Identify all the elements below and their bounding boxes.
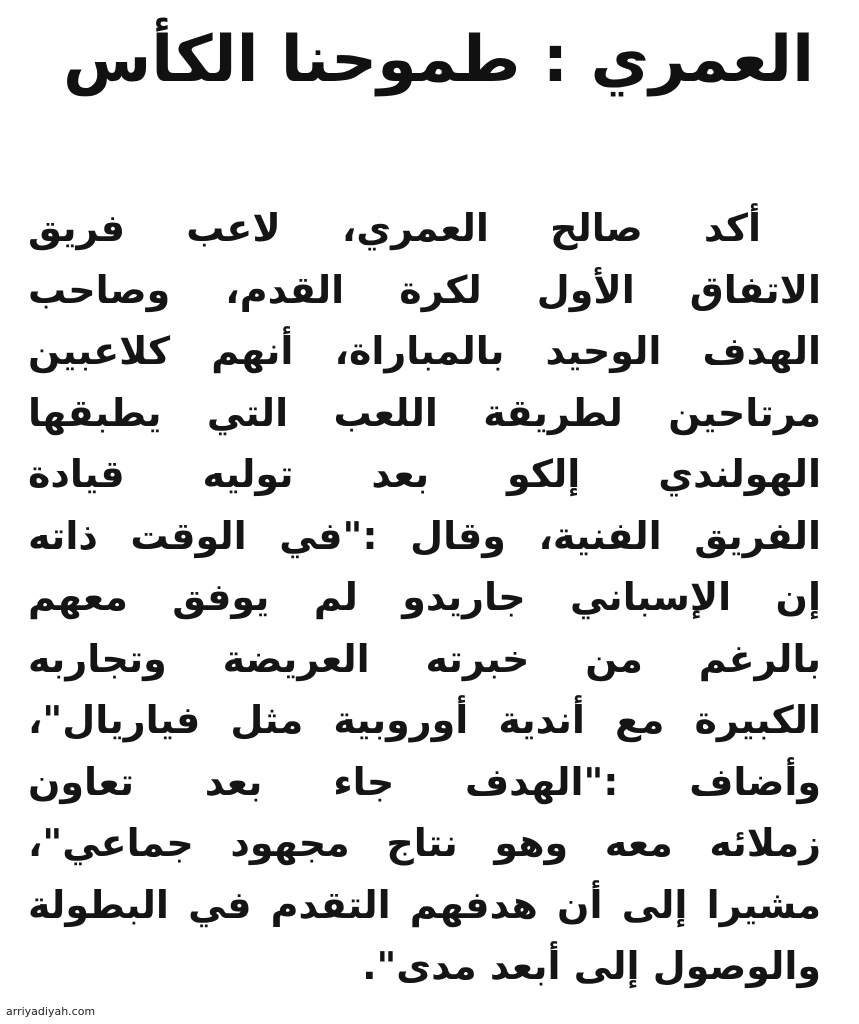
article-line: زملائه معه وهو نتاج مجهود جماعي"، [28, 821, 821, 865]
article-line: الهولندي إلكو بعد توليه قيادة [28, 452, 821, 496]
article-line: بالرغم من خبرته العريضة وتجاربه [28, 636, 821, 681]
article-line: أكد صالح العمري، لاعب فريق [28, 206, 761, 250]
article-line: الفريق الفنية، وقال :"في الوقت ذاته [28, 513, 821, 558]
article-line: إن الإسباني جاريدو لم يوفق معهم [28, 575, 821, 619]
article-line: الاتفاق الأول لكرة القدم، وصاحب [28, 267, 821, 312]
article-line: وأضاف :"الهدف جاء بعد تعاون [28, 759, 821, 804]
article-line: الهدف الوحيد بالمباراة، أنهم كلاعبين [28, 329, 821, 373]
article-line: والوصول إلى أبعد مدى". [362, 944, 821, 988]
source-watermark: arriyadiyah.com [6, 1005, 96, 1018]
article-body [28, 198, 821, 998]
article-line: مرتاحين لطريقة اللعب التي يطبقها [28, 390, 821, 435]
article-line: الكبيرة مع أندية أوروبية مثل فياريال"، [28, 698, 821, 742]
article-headline: العمري : طموحنا الكأس [62, 23, 814, 97]
article-line: مشيرا إلى أن هدفهم التقدم في البطولة [28, 882, 821, 927]
